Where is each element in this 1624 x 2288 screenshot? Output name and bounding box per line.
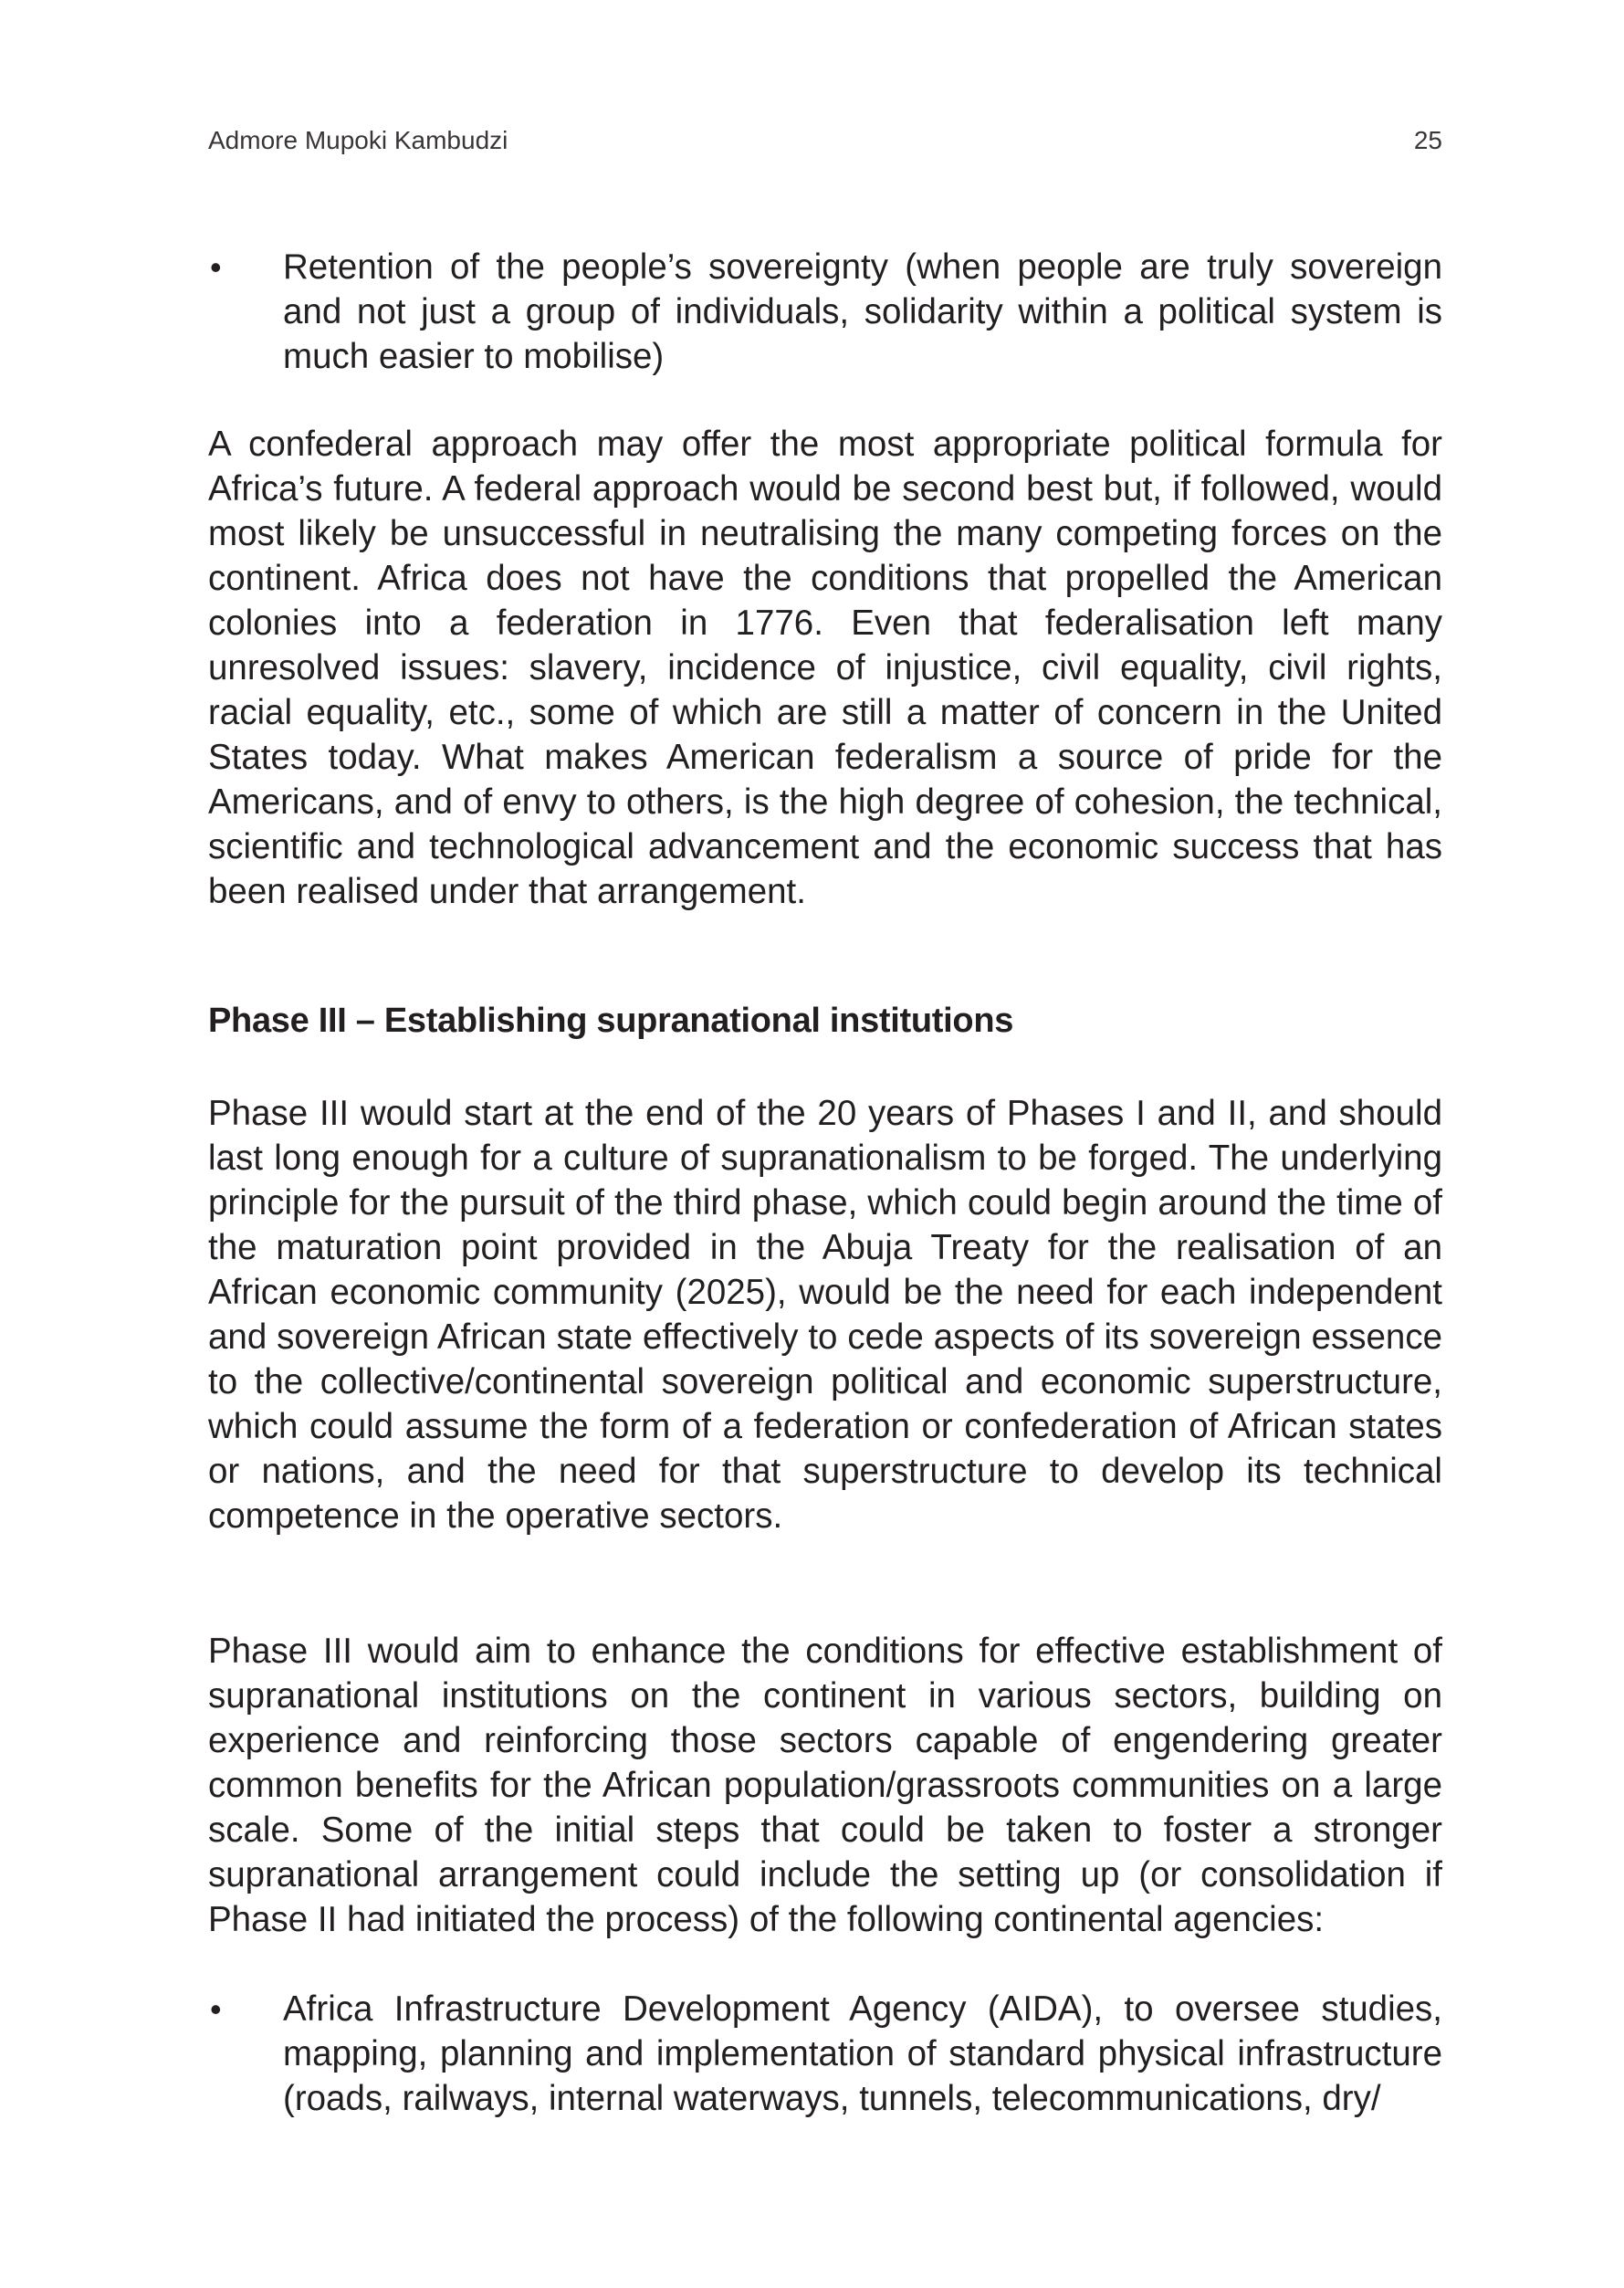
section-heading: Phase III – Establishing supranational institutions: [208, 1002, 1014, 1040]
paragraph-phase-three-start: Phase III would start at the end of the 20 years of Phases I and II, and should last long enough for a culture of supranationalism to be forged. The underlying principle for the pursuit of the third phase, which could begin around the time of the maturation point provided in the Abuja Treaty for the realisation of an African economic community (2025), would be the need for each independent and sovereign African state effectively to cede aspects of its sovereign essence to the collective/continental sovereign political and economic superstructure, which could assume the form of a federation or confederation of African states or nations, and the need for that superstructure to develop its technical competence in the operative sectors.: [208, 1094, 1442, 1536]
header-author: Admore Mupoki Kambudzi: [208, 126, 508, 154]
bullet-text: Retention of the people’s sovereignty (when people are truly sovereign and not just a group of individuals, solidarity within a political system is much easier to mobilise): [283, 247, 1442, 376]
page-number: 25: [1413, 126, 1442, 154]
bullet-text: Africa Infrastructure Development Agency (AIDA), to oversee studies, mapping, planning and implementation of standard physical infrastructure (roads, railways, internal waterways, tunnels, telecommunications, dry/: [283, 1989, 1442, 2118]
bullet-marker: •: [210, 248, 222, 286]
bullet-marker: •: [210, 1990, 222, 2028]
paragraph-phase-three-aims: Phase III would aim to enhance the conditions for effective establishment of supranational institutions on the continent in various sectors, building on experience and reinforcing those sectors capable of engendering greater common benefits for the African population/grassroots communities on a large scale. Some of the initial steps that could be taken to foster a stronger supranational arrangement could include the setting up (or consolidation if Phase II had initiated the process) of the following continental agencies:: [208, 1632, 1442, 1939]
running-header: [208, 122, 1442, 159]
paragraph-confederal-approach: A confederal approach may offer the most appropriate political formula for Africa’s future. A federal approach would be second best but, if followed, would most likely be unsuccessful in neutralising the many competing forces on the continent. Africa does not have the conditions that propelled the American colonies into a federation in 1776. Even that federalisation left many unresolved issues: slavery, incidence of injustice, civil equality, civil rights, racial equality, etc., some of which are still a matter of concern in the United States today. What makes American federalism a source of pride for the Americans, and of envy to others, is the high degree of cohesion, the technical, scientific and technological advancement and the economic success that has been realised under that arrangement.: [208, 425, 1442, 911]
